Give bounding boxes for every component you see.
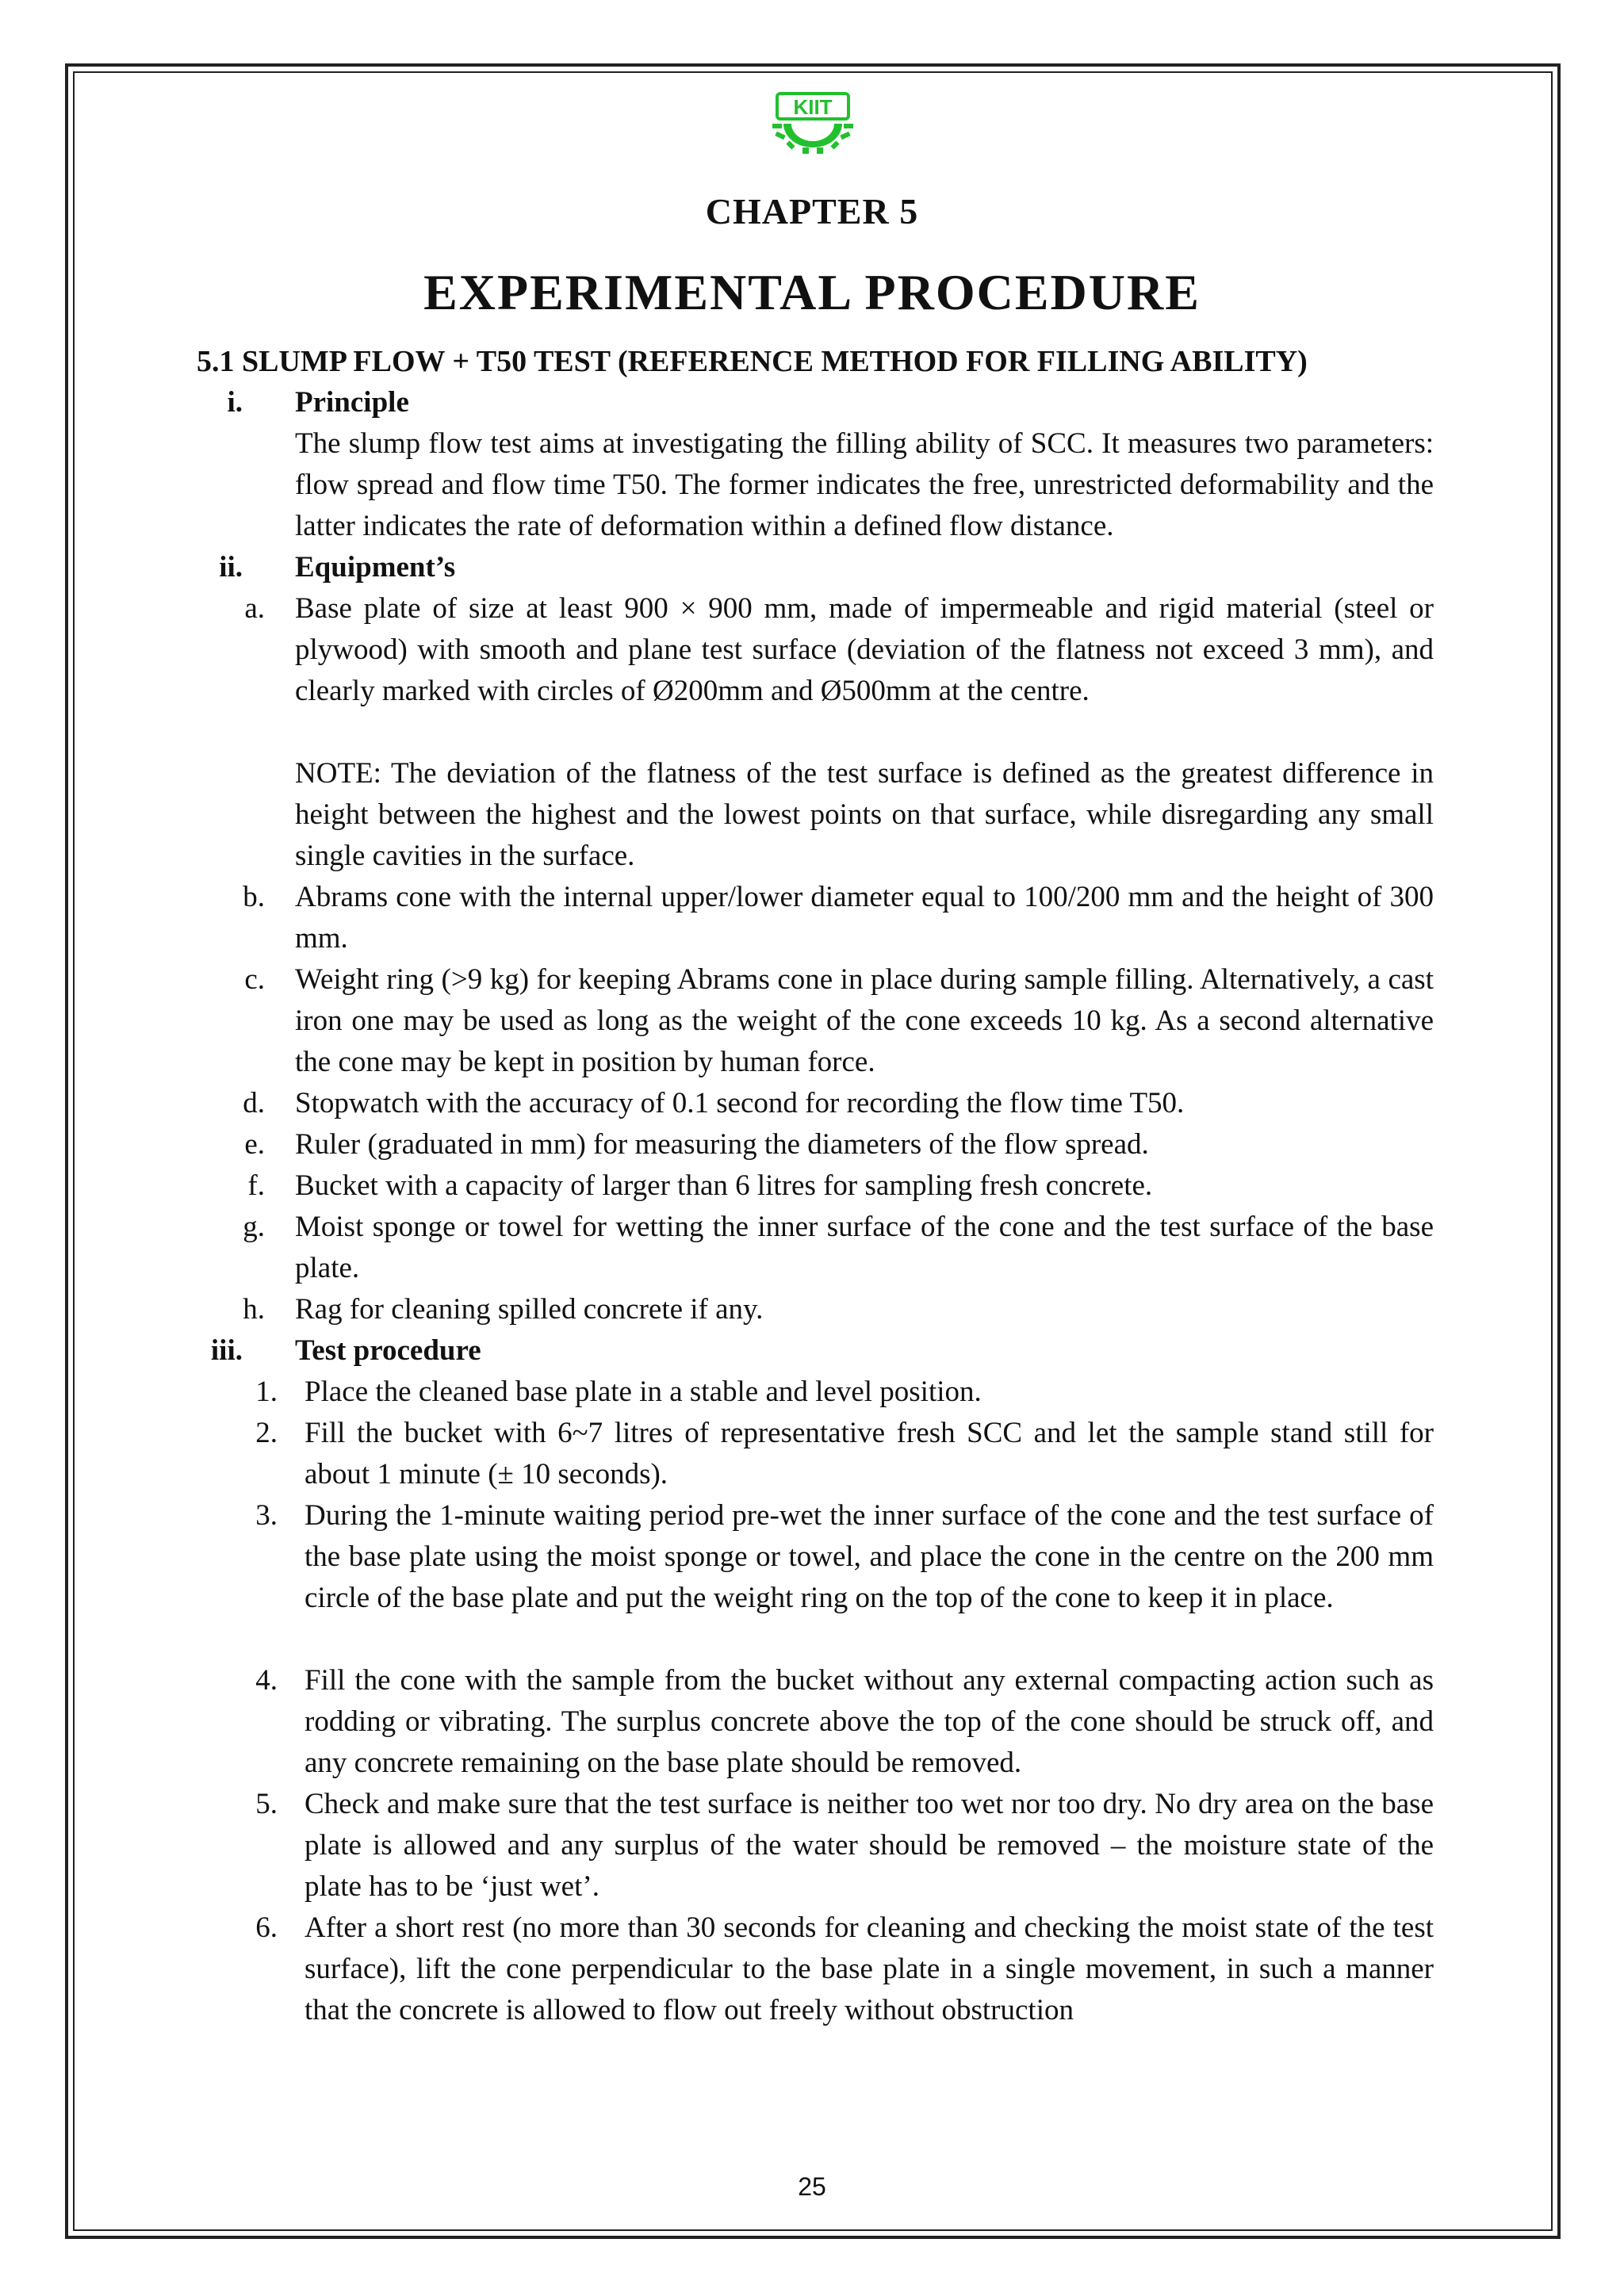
kiit-logo [766,87,860,154]
list-item-text: Base plate of size at least 900 × 900 mm, made of impermeable and rigid material (steel or plywood) with smooth and plane test surface (deviation of the flatness not exceed 3 mm), and clearly marked with circles of Ø200mm and Ø500mm at the centre. [295,592,1434,707]
equipment-heading: Equipment’s [295,551,456,584]
step-text: After a short rest (no more than 30 seconds for cleaning and checking the moist state of the test surface), lift the cone perpendicular to the base plate in a single movement, in such a manner that the concrete is allowed to flow out freely without obstruction [304,1911,1434,2026]
list-item-text: Bucket with a capacity of larger than 6 litres for sampling fresh concrete. [295,1169,1153,1202]
list-marker: f. [247,1169,265,1202]
list-item-text: Ruler (graduated in mm) for measuring the diameters of the flow spread. [295,1128,1149,1161]
roman-marker: i. [227,386,243,419]
page-number: 25 [798,2172,826,2201]
step-text: Fill the bucket with 6~7 litres of representative fresh SCC and let the sample stand still for about 1 minute (± 10 seconds). [304,1417,1434,1490]
roman-marker: ii. [219,551,243,584]
principle-text: The slump flow test aims at investigating the filling ability of SCC. It measures two parameters: flow spread and flow time T50. The former indicates the free, unrestricted deformability and the latter indicates the rate of deformation within a defined flow distance. [295,427,1434,542]
chapter-label: CHAPTER 5 [705,191,919,232]
procedure-heading: Test procedure [295,1334,481,1367]
step-marker: 3. [255,1499,278,1532]
list-item-text: Abrams cone with the internal upper/lower diameter equal to 100/200 mm and the height of 300 mm. [295,881,1434,955]
list-item-text: Rag for cleaning spilled concrete if any. [295,1293,764,1326]
step-text: During the 1-minute waiting period pre-wet the inner surface of the cone and the test surface of the base plate using the moist sponge or towel, and place the cone in the centre on the 200 mm circle of the base plate and put the weight ring on the top of the cone to keep it in place. [304,1499,1434,1614]
roman-marker: iii. [210,1334,243,1367]
list-item-text: Weight ring (>9 kg) for keeping Abrams cone in place during sample filling. Alternatively, a cast iron one may be used as long as the weight of the cone exceeds 10 kg. As a second alternative the cone may be kept in position by human force. [295,963,1434,1078]
chapter-title: EXPERIMENTAL PROCEDURE [423,264,1201,320]
list-marker: c. [244,963,265,996]
step-marker: 4. [255,1664,278,1697]
list-marker: d. [243,1087,265,1119]
list-marker: e. [244,1128,265,1161]
step-text: Place the cleaned base plate in a stable and level position. [304,1376,982,1408]
principle-heading: Principle [295,386,409,419]
list-item-text: Stopwatch with the accuracy of 0.1 second for recording the flow time T50. [295,1087,1185,1119]
list-item-text: Moist sponge or towel for wetting the inner surface of the cone and the test surface of the base plate. [295,1211,1434,1284]
step-marker: 6. [255,1911,278,1944]
svg-text:KIIT: KIIT [793,95,833,119]
list-marker: a. [244,592,265,625]
step-text: Fill the cone with the sample from the bucket without any external compacting action such as rodding or vibrating. The surplus concrete above the top of the cone should be struck off, and any concrete remaining on the base plate should be removed. [304,1664,1434,1779]
step-marker: 1. [255,1376,278,1408]
step-marker: 5. [255,1788,278,1820]
list-marker: g. [243,1211,265,1243]
list-marker: b. [243,881,265,913]
list-marker: h. [243,1293,265,1326]
note-text: NOTE: The deviation of the flatness of the test surface is defined as the greatest difference in height between the highest and the lowest points on that surface, while disregarding any small single cavities in the surface. [295,757,1434,872]
step-marker: 2. [255,1417,278,1449]
section-heading: 5.1 SLUMP FLOW + T50 TEST (REFERENCE METHOD FOR FILLING ABILITY) [197,345,1308,378]
step-text: Check and make sure that the test surface is neither too wet nor too dry. No dry area on the base plate is allowed and any surplus of the water should be removed – the moisture state of the plate has to be ‘just wet’. [304,1788,1434,1903]
